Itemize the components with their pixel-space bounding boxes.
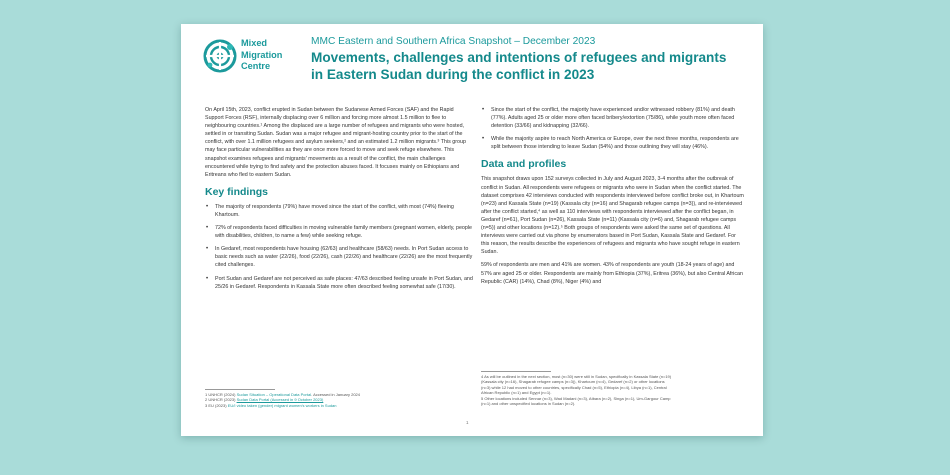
key-findings-heading: Key findings <box>205 185 269 198</box>
footnote-text: 2 UNHCR (2023) <box>205 397 237 403</box>
footnote-text: 3 EU (2023) <box>205 402 228 408</box>
footnote-line: (n=3) while 12 had moved to other countries, specifically Chad (n=5), Ethiopia (n=4), Libya (n=1), Central <box>481 384 667 390</box>
footnote-divider <box>205 389 275 390</box>
footnote-link[interactable]: EU/I video taken (gender) migrant women's workers in Sudan <box>227 402 337 408</box>
finding-item: • 72% of respondents faced difficulties in moving vulnerable family members (pregnant women, elderly, people with disabilities, children, to name a few) while seeking refuge. <box>205 224 473 240</box>
document-header <box>311 36 741 83</box>
mmc-logo <box>203 37 313 77</box>
data-profiles-paragraph-1: This snapshot draws upon 152 surveys collected in July and August 2023, 3-4 months after the outbreak of conflict in Sudan. All respondents were refugees or migrants who were in Sudan when the conflict started. The dataset comprises 42 interviews conducted with respondents interviewed before conflict broke out, in Khartoum (n=23) and Kassala State (n=19) (Kassala city (n=16) and Shagarab refugee camps (n=3)), and re-interviewed after the conflict started,⁴ as well as 110 interviews with respondents interviewed after the conflict began, in Gedaref (n=61), Port Sudan (n=26), Kassala State (n=11) (Kassala city (n=6) and, Shagarab refugee camps (n=5)) and other locations (n=12).⁵ Both groups of respondents were asked the same set of questions. All interviews were carried out via phone by enumerators based in Port Sudan, Kassala State and Gedaref. For this reason, the results describe the experiences of refugees and migrants who have sought refuge in eastern Sudan. <box>481 176 744 256</box>
logo-text <box>241 38 282 73</box>
intro-paragraph: On April 15th, 2023, conflict erupted in Sudan between the Sudanese Armed Forces (SAF) and the Rapid Support Forces (RSF), internally displacing over 6 million and forcing more almost 1.5 million to flee to neighbouring countries.¹ Among the displaced are a large number of refugees and migrants who were hosted, settled in or transiting Sudan. Sudan was a major refugee and migrant-hosting country prior to the start of the conflict, with over 1.1 million refugees and asylum seekers,² and an estimated 1.2 million migrants.³ This group may face particular vulnerabilities as they are once more forced to move and seek refuge elsewhere. This snapshot examines refugees and migrants' movements as a result of the conflict, the main challenges encountered while trying to find safety and the protection abuses faced. It focuses mainly on Ethiopians and Eritreans who fled to eastern Sudan. <box>205 107 466 178</box>
footnotes-left <box>205 389 473 408</box>
key-findings-list <box>205 203 473 291</box>
finding-item: • In Gedaref, most respondents have housing (62/63) and healthcare (58/63) needs. In Port Sudan access to basic needs such as water (22/26), food (22/26), cash (22/26) and healthcare (22/26) are the most frequently cited challenges. <box>205 245 473 269</box>
page-number: 1 <box>466 420 469 425</box>
logo-line-1: Mixed <box>241 38 268 48</box>
footnote-line: African Republic (n=1) and Egypt (n=1). <box>481 390 552 396</box>
footnote-line: (Kassala city (n=16), Shagarab refugee camps (n=3)), Khartoum (n=4), Gedaref (n=2) or other locations <box>481 379 665 385</box>
footnote-text: 1 UNHCR (2024) <box>205 392 237 397</box>
logo-line-3: Centre <box>241 61 271 71</box>
document-title: Movements, challenges and intentions of refugees and migrants in Eastern Sudan during the conflict in 2023 <box>311 50 727 82</box>
left-column <box>205 106 473 296</box>
finding-item: • The majority of respondents (79%) have moved since the start of the conflict, with most (74%) fleeing Khartoum. <box>205 203 473 219</box>
document-page <box>181 24 763 436</box>
footnote-line: 4 As will be outlined in the next section, most (n=30) were still in Sudan, specifically in Kassala State (n=19) <box>481 374 672 379</box>
right-column <box>481 106 745 291</box>
right-findings-list <box>481 106 745 151</box>
footnote-line: (n=1) and other unspecified locations in Sudan (n=2). <box>481 401 576 407</box>
footnote-line: 5 Other locations included Sennar (n=3), Wad Madani (n=3), Atbara (n=2), Singa (n=1), Um-Gargour Camp <box>481 395 671 401</box>
data-profiles-heading: Data and profiles <box>481 158 567 171</box>
finding-item: • Since the start of the conflict, the majority have experienced and/or witnessed robbery (81%) and death (77%). Adults aged 25 or older more often faced bribery/extortion (75/86), while youth more often faced detention (33/66) and kidnapping (32/66). <box>481 106 745 130</box>
mmc-logo-mark-icon <box>203 39 237 73</box>
snapshot-subtitle: MMC Eastern and Southern Africa Snapshot – December 2023 <box>311 36 596 47</box>
footnote-link[interactable]: Sudan Data Portal (Accessed in 9 October 2023) <box>236 397 324 403</box>
logo-line-2: Migration <box>241 49 283 60</box>
finding-item: • While the majority aspire to reach North America or Europe, over the next three months, respondents are split between those intending to leave Sudan (54%) and those outlining they will stay (46%). <box>481 135 745 151</box>
footnote-link[interactable]: Sudan Situation – Operational Data Portal <box>236 392 312 397</box>
footnote-text: . Accessed in January 2024 <box>311 392 360 397</box>
footnotes-right <box>481 371 745 406</box>
footnote-3 <box>205 403 473 408</box>
data-profiles-paragraph-2: 59% of respondents are men and 41% are women. 43% of respondents are youth (18-24 years of age) and 57% are aged 25 or older. Respondents are mainly from Ethiopia (37%), Eritrea (36%), but also Central African Republic (CAR) (14%), Chad (8%), Niger (4%) and <box>481 262 743 285</box>
finding-item: • Port Sudan and Gedaref are not perceived as safe places: 47/63 described feeling unsafe in Port Sudan, and 25/26 in Gedaref. Respondents in Kassala State more often described feeling somewhat safe (17/30). <box>205 275 473 291</box>
footnote-divider <box>481 371 551 372</box>
